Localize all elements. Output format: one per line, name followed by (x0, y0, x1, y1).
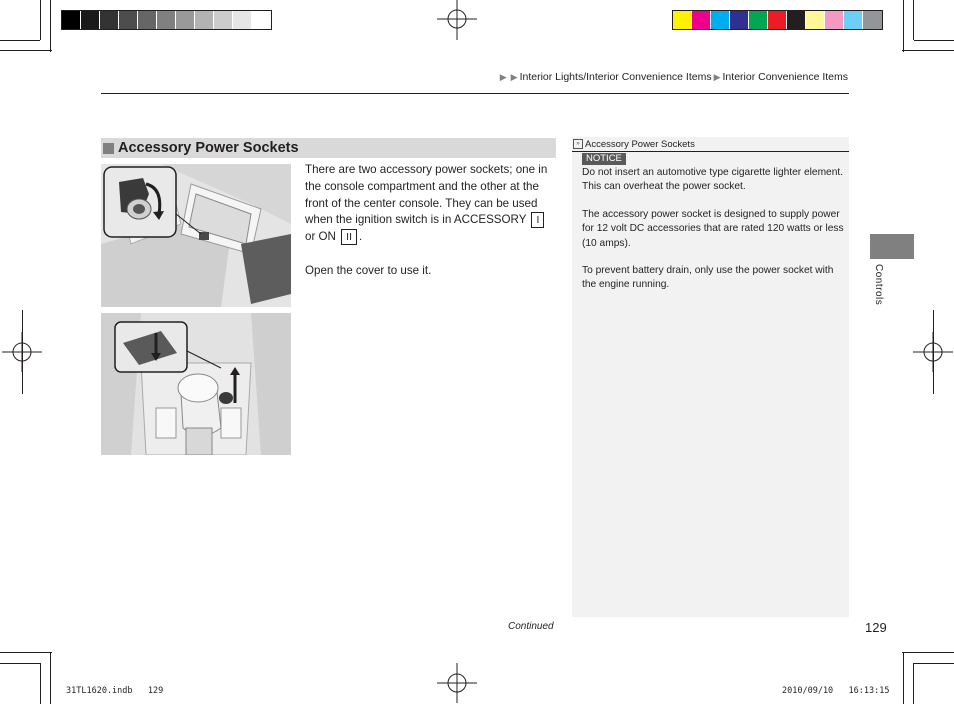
color-swatch (844, 11, 863, 29)
triangle-right-icon: ▶ (510, 71, 518, 82)
crop-mark (0, 50, 52, 51)
notes-text (582, 166, 844, 306)
color-swatch (806, 11, 825, 29)
crop-mark (913, 0, 914, 40)
grayscale-color-bar (61, 10, 272, 30)
crop-mark (50, 0, 51, 52)
color-swatch (252, 11, 271, 29)
crop-mark (0, 663, 40, 664)
ignition-position-on: II (341, 229, 357, 245)
section-title: Accessory Power Sockets (118, 140, 299, 156)
square-icon (103, 143, 114, 154)
print-slug-date: 2010/09/10 16:13:15 (782, 686, 890, 696)
registration-mark (437, 0, 477, 40)
chapter-label: Controls (873, 264, 884, 306)
color-swatch (825, 11, 844, 29)
notes-paragraph: The accessory power socket is designed to supply power for 12 volt DC accessories that are rated 120 watts or less (10 amps). (582, 208, 844, 249)
notes-paragraph: To prevent battery drain, only use the power socket with the engine running. (582, 265, 834, 291)
color-swatch (214, 11, 233, 29)
breadcrumb-item-interior-lights: Interior Lights/Interior Convenience Items (519, 71, 712, 83)
body-paragraph: Open the cover to use it. (305, 263, 432, 277)
crop-mark (40, 0, 41, 40)
process-color-bar (672, 10, 883, 30)
crop-mark (902, 50, 954, 51)
color-swatch (768, 11, 787, 29)
body-paragraph-text: . (359, 230, 363, 244)
notes-sidebar (572, 137, 849, 617)
crop-mark (933, 310, 934, 394)
color-swatch (730, 11, 749, 29)
notes-header (572, 137, 849, 152)
color-swatch (787, 11, 806, 29)
continued-label: Continued (508, 621, 554, 632)
color-swatch (62, 11, 81, 29)
color-swatch (711, 11, 730, 29)
notes-title: Accessory Power Sockets (585, 138, 695, 150)
notice-text (582, 166, 844, 195)
crop-mark (0, 40, 40, 41)
crop-mark (40, 663, 41, 704)
color-swatch (138, 11, 157, 29)
notice-line: Do not insert an automotive type cigarette lighter element. (582, 167, 844, 178)
header-divider (101, 93, 849, 94)
triangle-right-icon: ▶ (713, 71, 721, 82)
crop-mark (0, 652, 52, 653)
color-swatch (692, 11, 711, 29)
crop-mark (902, 652, 954, 653)
ignition-position-accessory: I (531, 212, 544, 228)
color-swatch (81, 11, 100, 29)
breadcrumb (498, 71, 848, 83)
color-swatch (157, 11, 176, 29)
console-compartment-illustration (101, 164, 291, 307)
body-paragraph (305, 162, 557, 246)
color-swatch (749, 11, 768, 29)
chapter-tab (870, 234, 914, 259)
notice-line: This can overheat the power socket. (582, 181, 746, 193)
crop-mark (50, 652, 51, 704)
print-slug-file: 31TL1620.indb 129 (66, 686, 164, 696)
crop-mark (914, 40, 954, 41)
center-console-illustration (101, 313, 291, 455)
section-heading-bar (101, 138, 556, 158)
body-text (305, 162, 557, 297)
color-swatch (119, 11, 138, 29)
crop-mark (903, 652, 904, 704)
color-swatch (863, 11, 882, 29)
color-swatch (673, 11, 692, 29)
crop-mark (913, 663, 914, 704)
body-paragraph-text: There are two accessory power sockets; one in the console compartment and the other at the front of the center console. They can be used when the ignition switch is in ACCESSORY (305, 163, 548, 227)
reference-icon: » (573, 139, 583, 149)
body-paragraph-text: or ON (305, 230, 336, 244)
registration-mark (437, 663, 477, 703)
page-number: 129 (865, 620, 887, 635)
crop-mark (22, 310, 23, 394)
color-swatch (100, 11, 119, 29)
triangle-right-icon: ▶ (499, 71, 507, 82)
notice-badge: NOTICE (582, 153, 626, 165)
crop-mark (914, 663, 954, 664)
color-swatch (176, 11, 195, 29)
breadcrumb-item-convenience: Interior Convenience Items (722, 71, 848, 83)
color-swatch (233, 11, 252, 29)
color-swatch (195, 11, 214, 29)
crop-mark (903, 0, 904, 52)
